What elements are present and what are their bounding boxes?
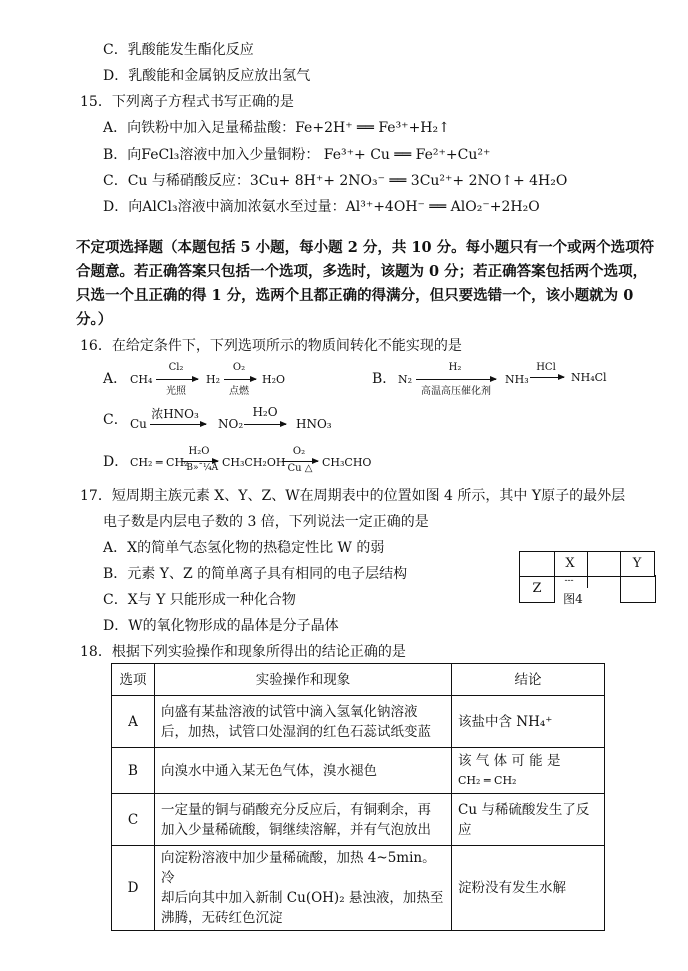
grid-cell-empty [519, 551, 555, 577]
q16-d-condition-2: Cu △ [287, 463, 313, 474]
q16-a-reagent-2: O₂ [232, 362, 246, 373]
q17-stem-line-2: 电子数是内层电子数的 3 倍，下列说法一定正确的是 [103, 514, 429, 530]
q16-a-arrow-1 [156, 379, 198, 380]
table-header-row [112, 664, 605, 696]
table-header-operation: 实验操作和现象 [155, 664, 452, 696]
q16-c-reagent-2: H₂O [252, 405, 278, 419]
table-header-conclusion: 结论 [452, 664, 605, 696]
q16-b-species-2: NH₃ [505, 373, 529, 386]
figure-4-caption: 图4 [563, 592, 583, 606]
q16-d-reagent-1: H₂O [188, 446, 210, 457]
q16-d-species-3: CH₃CHO [322, 456, 372, 469]
grid-partial-divider [587, 576, 588, 588]
q16-a-letter: A． [103, 371, 128, 387]
table-cell-operation: 一定量的铜与硝酸充分反应后，有铜剩余，再 加入少量稀硫酸，铜继续溶解，并有气泡放出 [155, 794, 452, 846]
q16-b-reagent-1: H₂ [448, 362, 462, 373]
table-header-option: 选项 [112, 664, 155, 696]
table-cell-conclusion: 该 气 体 可 能 是 CH₂ ═ CH₂ [452, 748, 605, 794]
q16-b-condition-1: 高温高压催化剂 [421, 386, 491, 397]
section-instructions-line-2: 合题意。若正确答案只包括一个选项，多选时，该题为 0 分；若正确答案包括两个选项， [76, 263, 648, 280]
q16-a-species-1: CH₄ [130, 373, 153, 386]
q16-c-species-1: Cu [130, 417, 147, 431]
q16-d-arrow-2 [282, 461, 318, 462]
q16-a-reagent-1: Cl₂ [168, 362, 184, 373]
table-cell-option: D [112, 846, 155, 931]
q14-option-d: D．乳酸能和金属钠反应放出氢气 [103, 68, 311, 84]
q17-option-b: B．元素 Y、Z 的简单离子具有相同的电子层结构 [103, 566, 408, 582]
section-instructions-line-4: 分。） [76, 311, 113, 328]
q17-option-d: D．W的氧化物形成的晶体是分子晶体 [103, 618, 339, 634]
q16-b-letter: B． [372, 371, 397, 387]
table-cell-operation: 向淀粉溶液中加少量稀硫酸，加热 4~5min。冷 却后向其中加入新制 Cu(OH)₂ 悬浊液，加热至 沸腾，无砖红色沉淀 [155, 846, 452, 931]
q16-stem: 16．在给定条件下，下列选项所示的物质间转化不能实现的是 [80, 338, 462, 354]
q16-d-reagent-2: O₂ [292, 446, 306, 457]
q16-a-species-3: H₂O [262, 373, 286, 386]
q16-b-arrow-2 [530, 377, 564, 378]
q14-option-c: C．乳酸能发生酯化反应 [103, 42, 254, 58]
q16-c-letter: C． [103, 412, 128, 428]
q15-option-d: D．向AlCl₃溶液中滴加浓氨水至过量：Al³⁺+4OH⁻ ══ AlO₂⁻+2H₂O [103, 199, 540, 215]
q16-c-arrow-2 [244, 424, 286, 425]
q16-c-species-3: HNO₃ [296, 417, 332, 431]
q16-b-reagent-2: HCl [536, 362, 556, 373]
q16-c-species-2: NO₂ [218, 417, 244, 431]
table-row [112, 696, 605, 748]
q16-b-species-3: NH₄Cl [571, 371, 607, 384]
table-cell-option: A [112, 696, 155, 748]
table-row [112, 794, 605, 846]
section-instructions-line-3: 只选一个且正确的得 1 分，选两个且都正确的得满分，但只要选错一个，该小题就为 0 [76, 287, 634, 304]
table-cell-option: B [112, 748, 155, 794]
q17-option-c: C．X与 Y 只能形成一种化合物 [103, 592, 296, 608]
q16-a-arrow-2 [224, 379, 256, 380]
q16-d-species-2: CH₃CH₂OH [222, 456, 286, 469]
q18-results-table [111, 663, 605, 931]
q16-d-letter: D． [103, 454, 129, 470]
q17-option-a: A．X的简单气态氢化物的热稳定性比 W 的弱 [103, 540, 385, 556]
table-cell-conclusion: Cu 与稀硫酸发生了反 应 [452, 794, 605, 846]
grid-dash: --- [564, 576, 574, 586]
q16-a-species-2: H₂ [206, 373, 221, 386]
q16-a-condition-2: 点燃 [229, 386, 249, 397]
q16-a-condition-1: 光照 [166, 386, 186, 397]
grid-cell-empty [620, 575, 656, 603]
table-cell-conclusion: 该盐中含 NH₄⁺ [452, 696, 605, 748]
q15-stem: 15．下列离子方程式书写正确的是 [80, 94, 294, 110]
q15-option-b: B．向FeCl₃溶液中加入少量铜粉： Fe³⁺+ Cu ══ Fe²⁺+Cu²⁺ [103, 147, 491, 163]
q16-c-arrow-1 [150, 424, 206, 425]
q16-c-reagent-1: 浓HNO₃ [151, 407, 199, 421]
q18-stem: 18．根据下列实验操作和现象所得出的结论正确的是 [80, 644, 406, 660]
table-cell-operation: 向溴水中通入某无色气体，溴水褪色 [155, 748, 452, 794]
q15-option-a: A．向铁粉中加入足量稀盐酸：Fe+2H⁺ ══ Fe³⁺+H₂↑ [103, 120, 450, 136]
q16-b-arrow-1 [416, 379, 496, 380]
q16-d-condition-1: ´B»¯¼Á [181, 463, 219, 473]
q16-d-species-1: CH₂ ═ CH₂ [130, 456, 189, 469]
table-cell-conclusion: 淀粉没有发生水解 [452, 846, 605, 931]
section-instructions-line-1: 不定项选择题（本题包括 5 小题，每小题 2 分，共 10 分。每小题只有一个或两个选项符 [76, 239, 655, 256]
grid-cell-z: Z [519, 575, 555, 603]
q17-stem-line-1: 17．短周期主族元素 X、Y、Z、W在周期表中的位置如图 4 所示，其中 Y原子的最外层 [80, 488, 626, 504]
table-row [112, 748, 605, 794]
q16-d-arrow-1 [182, 461, 218, 462]
table-row [112, 846, 605, 931]
table-cell-operation: 向盛有某盐溶液的试管中滴入氢氧化钠溶液 后，加热，试管口处湿润的红色石蕊试纸变蓝 [155, 696, 452, 748]
grid-cell-y: Y [620, 551, 655, 577]
grid-cell-empty [587, 551, 621, 577]
grid-cell-x: X [553, 551, 588, 577]
q15-option-c: C．Cu 与稀硝酸反应：3Cu+ 8H⁺+ 2NO₃⁻ ══ 3Cu²⁺+ 2NO↑+ 4H₂O [103, 173, 568, 189]
table-cell-option: C [112, 794, 155, 846]
q16-b-species-1: N₂ [398, 373, 413, 386]
